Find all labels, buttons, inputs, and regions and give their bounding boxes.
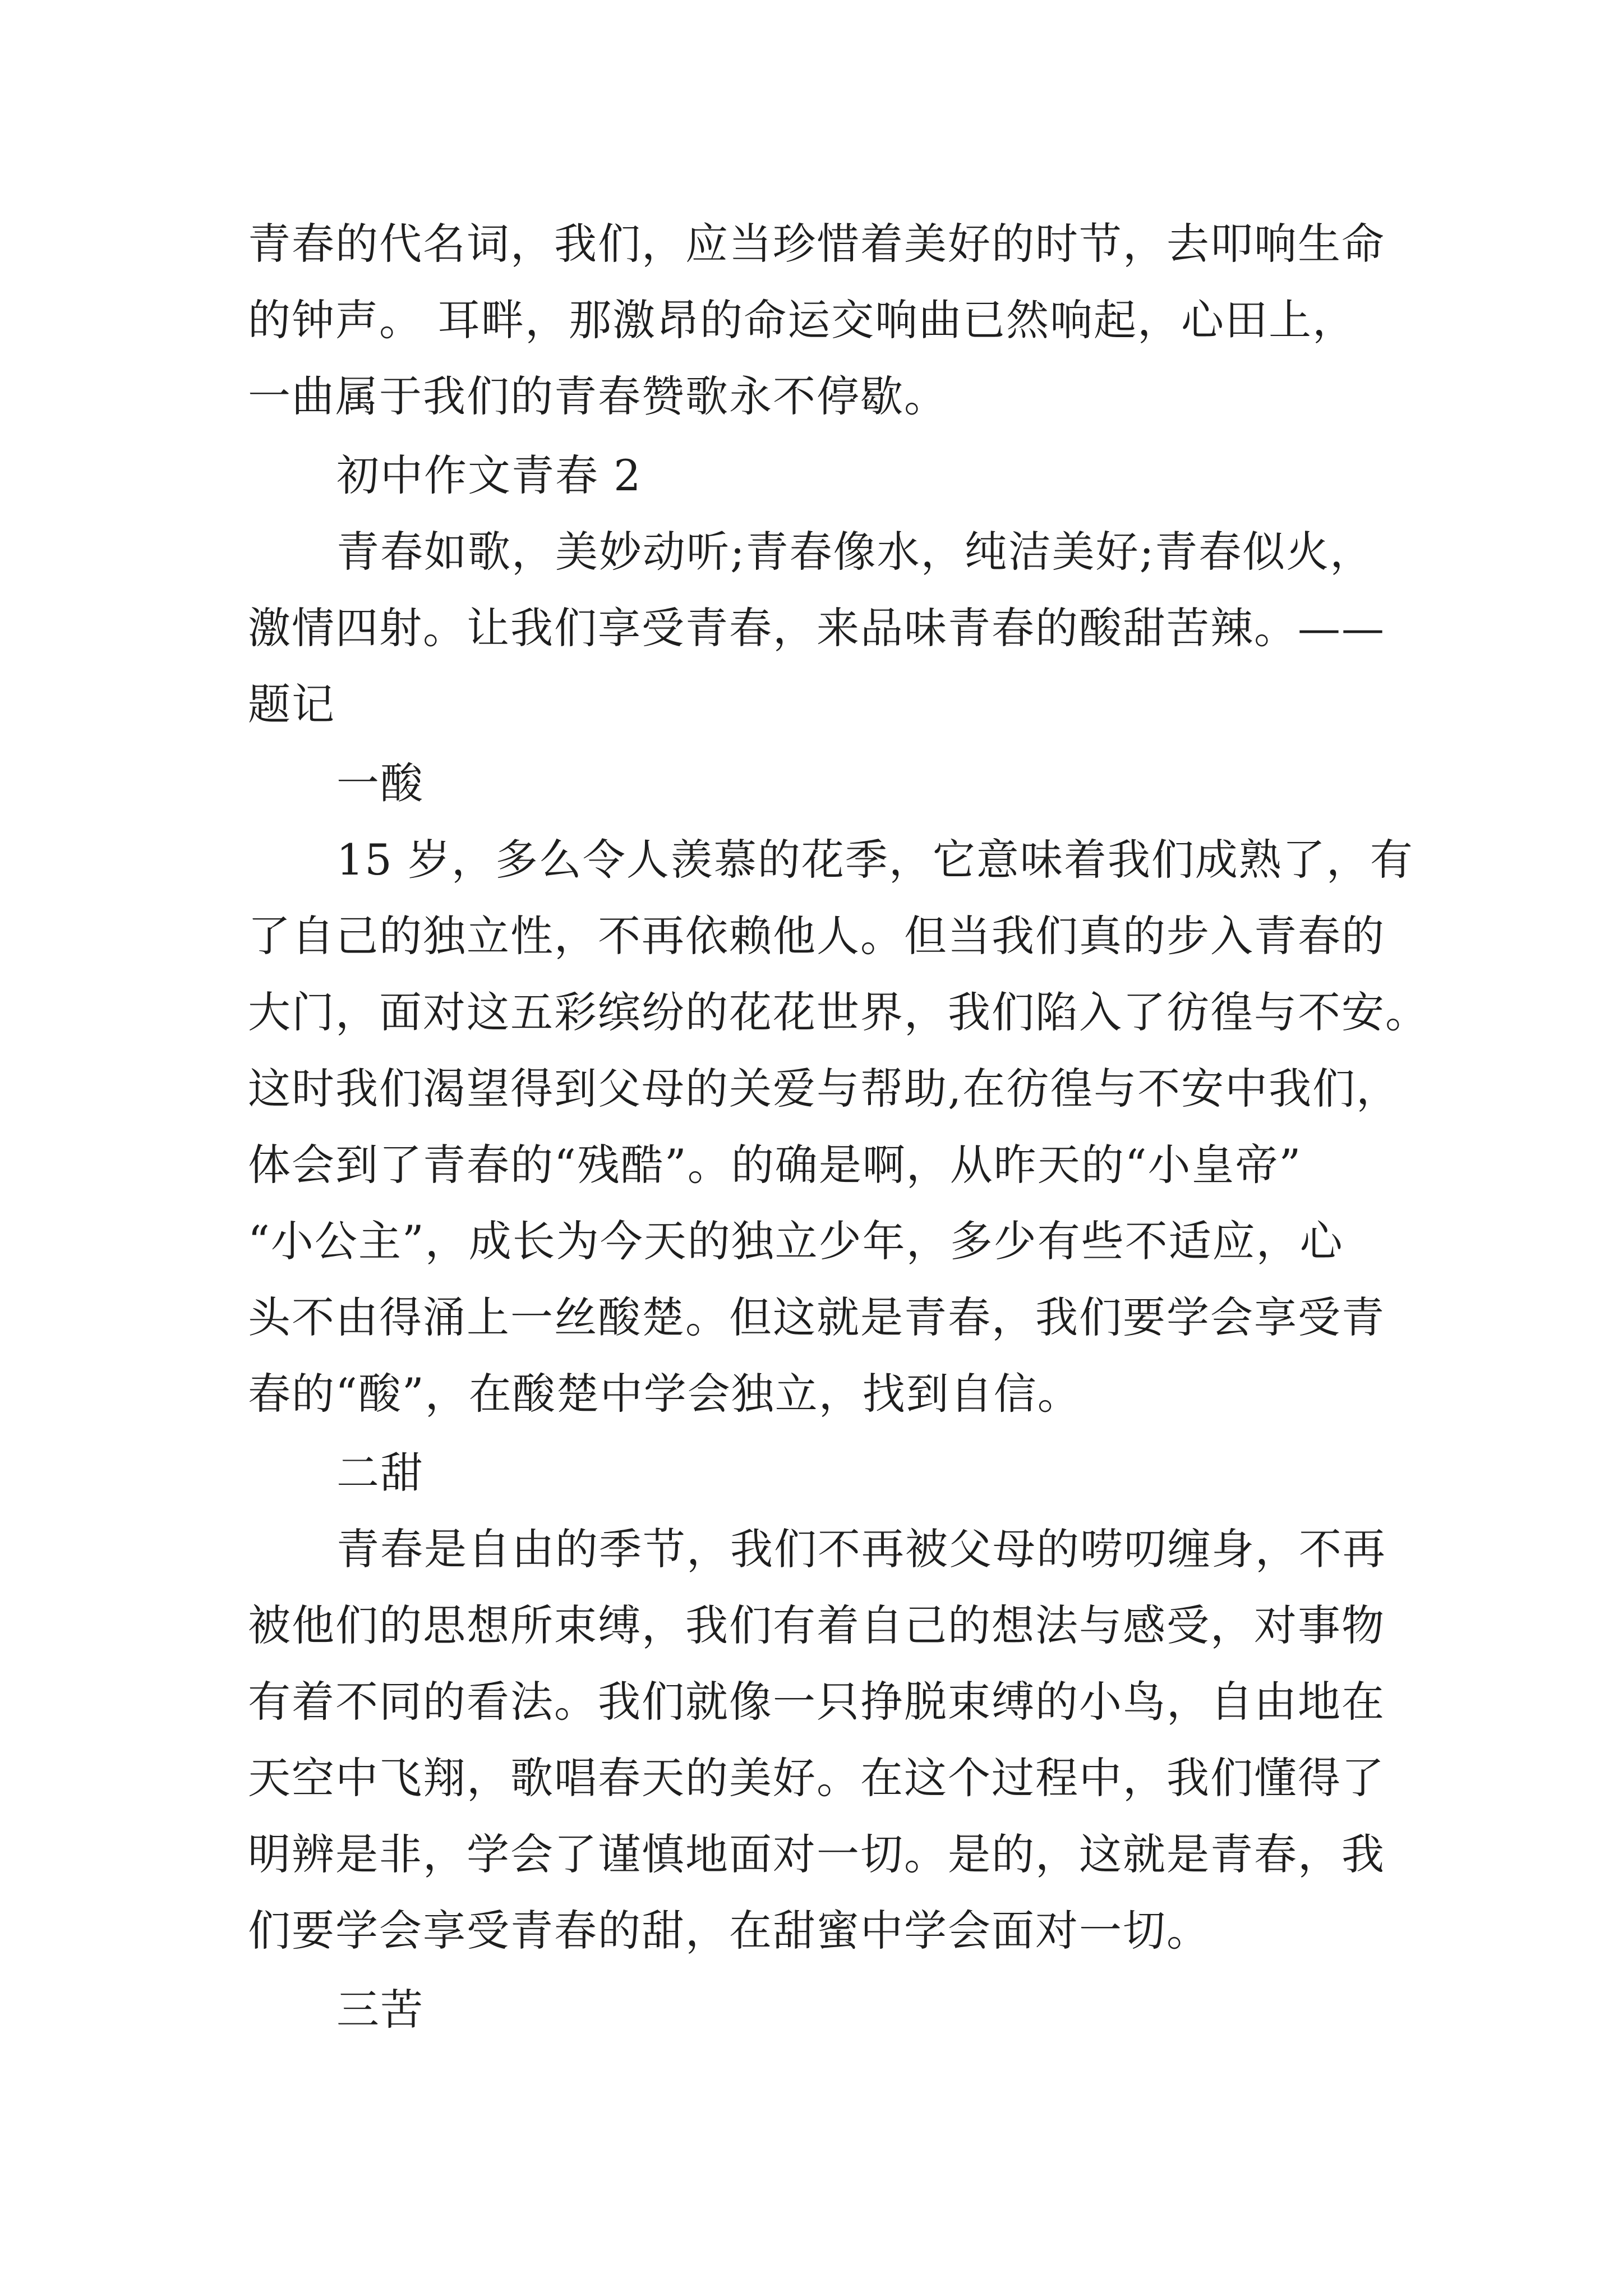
subheading: 三苦	[336, 1985, 424, 2035]
body-text-line: 大门，面对这五彩缤纷的花花世界，我们陷入了彷徨与不安。	[248, 987, 1429, 1037]
body-text-line: 青春的代名词，我们，应当珍惜着美好的时节，去叩响生命	[248, 219, 1385, 269]
body-text-line: 激情四射。让我们享受青春，来品味青春的酸甜苦辣。——	[248, 603, 1385, 653]
body-text-line: 青春如歌，美妙动听;青春像水，纯洁美好;青春似火，	[336, 527, 1374, 577]
body-text-line: 们要学会享受青春的甜，在甜蜜中学会面对一切。	[248, 1906, 1210, 1955]
body-text-line: 15 岁，多么令人羡慕的花季，它意味着我们成熟了，有	[336, 835, 1414, 885]
body-text-line: 天空中飞翔，歌唱春天的美好。在这个过程中，我们懂得了	[248, 1753, 1385, 1803]
body-text-line: 了自己的独立性，不再依赖他人。但当我们真的步入青春的	[248, 911, 1385, 961]
body-text-line: 有着不同的看法。我们就像一只挣脱束缚的小鸟，自由地在	[248, 1677, 1385, 1727]
body-text-line: 的钟声。 耳畔，那激昂的命运交响曲已然响起，心田上，	[248, 295, 1357, 345]
body-text-line: 明辨是非，学会了谨慎地面对一切。是的，这就是青春，我	[248, 1829, 1385, 1879]
body-text-line: 头不由得涌上一丝酸楚。但这就是青春，我们要学会享受青	[248, 1292, 1385, 1342]
body-text-line: 这时我们渴望得到父母的关爱与帮助,在彷徨与不安中我们，	[248, 1064, 1400, 1114]
subheading: 一酸	[336, 758, 424, 808]
body-text-line: “小公主”，成长为今天的独立少年，多少有些不适应，心	[248, 1216, 1344, 1266]
body-text-line: 春的“酸”，在酸楚中学会独立，找到自信。	[248, 1369, 1081, 1419]
body-text-line: 题记	[248, 679, 335, 729]
body-text-line: 青春是自由的季节，我们不再被父母的唠叨缠身，不再	[336, 1524, 1386, 1574]
body-text-line: 被他们的思想所束缚，我们有着自己的想法与感受，对事物	[248, 1600, 1385, 1650]
subheading: 二甜	[336, 1448, 424, 1498]
section-heading: 初中作文青春 2	[336, 450, 642, 500]
body-text-line: 体会到了青春的“残酷”。的确是啊，从昨天的“小皇帝”	[248, 1140, 1302, 1190]
body-text-line: 一曲属于我们的青春赞歌永不停歇。	[248, 371, 948, 421]
